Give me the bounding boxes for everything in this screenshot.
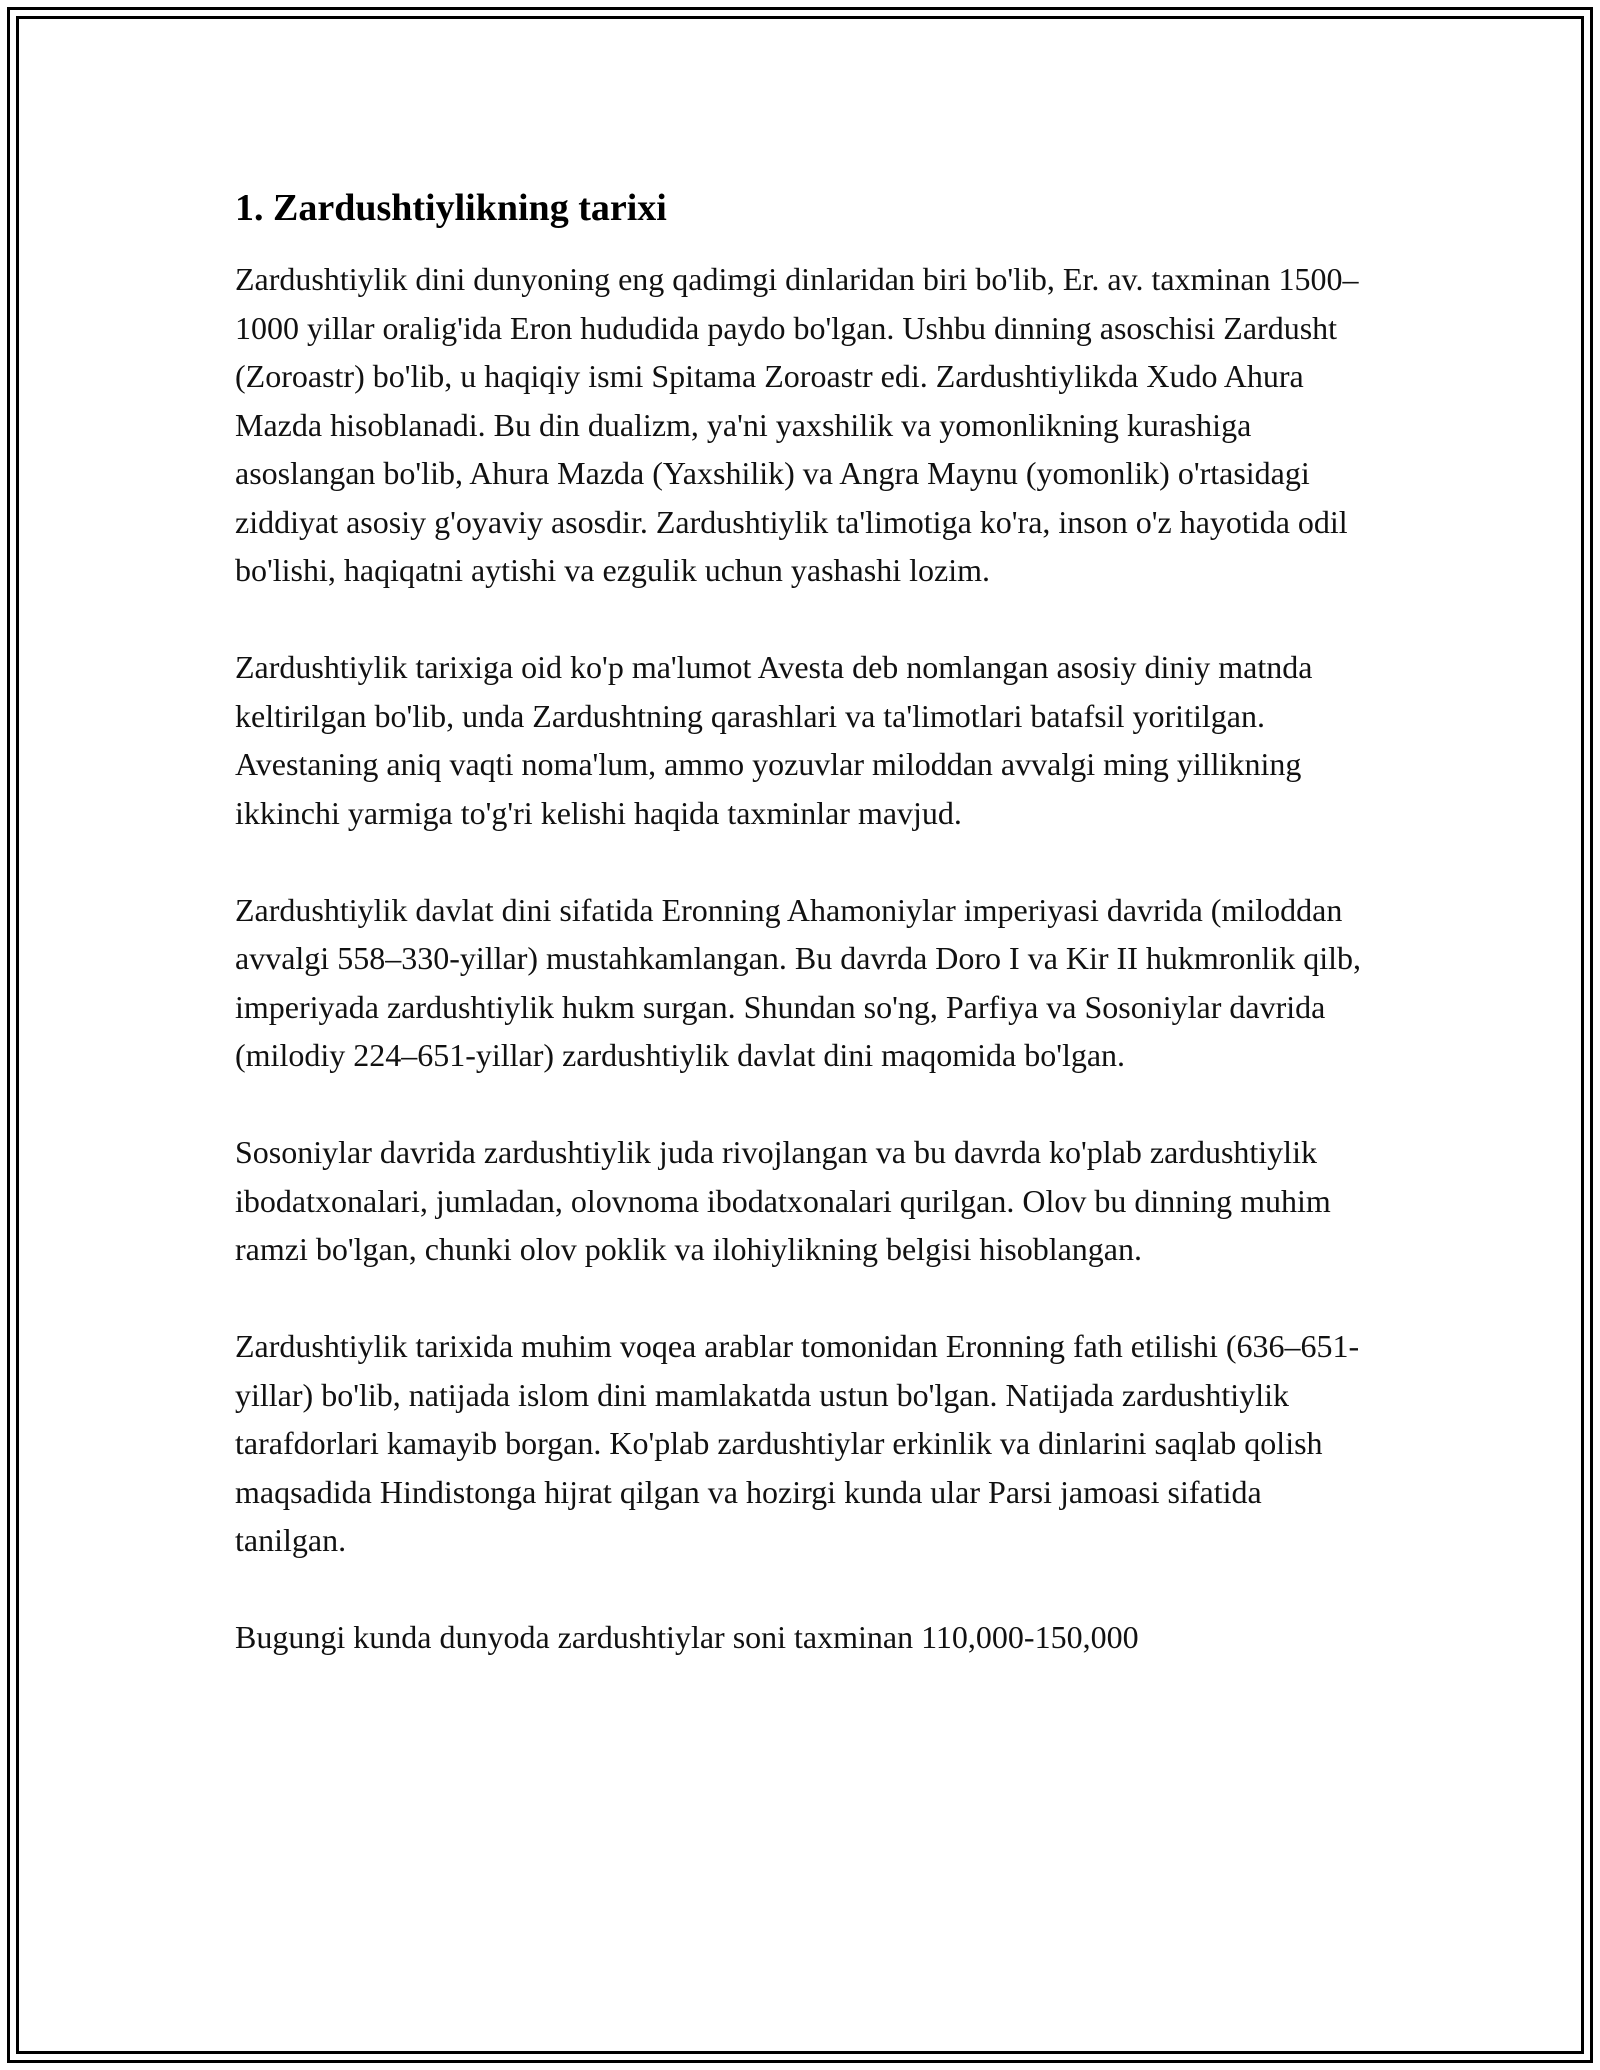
- document-body: [235, 186, 1380, 1710]
- section-heading: 1. Zardushtiylikning tarixi: [235, 187, 667, 229]
- paragraph-avesta: Zardushtiylik tarixiga oid ko'p ma'lumot Avesta deb nomlangan asosiy diniy matnda keltirilgan bo'lib, unda Zardushtning qarashlari va ta'limotlari batafsil yoritilgan. Avestaning aniq vaqti noma'lum, ammo yozuvlar miloddan avvalgi ming yillikning ikkinchi yarmiga to'g'ri kelishi haqida taxminlar mavjud.: [235, 649, 1313, 831]
- paragraph-today: Bugungi kunda dunyoda zardushtiylar soni taxminan 110,000-150,000: [235, 1619, 1139, 1655]
- paragraph-state-religion: Zardushtiylik davlat dini sifatida Eronning Ahamoniylar imperiyasi davrida (miloddan avvalgi 558–330-yillar) mustahkamlangan. Bu davrda Doro I va Kir II hukmronlik qilb, imperiyada zardushtiylik hukm surgan. Shundan so'ng, Parfiya va Sosoniylar davrida (milodiy 224–651-yillar) zardushtiylik davlat dini maqomida bo'lgan.: [235, 891, 1361, 1073]
- paragraph-sasanian: Sosoniylar davrida zardushtiylik juda rivojlangan va bu davrda ko'plab zardushtiylik ibodatxonalari, jumladan, olovnoma ibodatxonalari qurilgan. Olov bu dinning muhim ramzi bo'lgan, chunki olov poklik va ilohiylikning belgisi hisoblangan.: [235, 1134, 1331, 1267]
- paragraph-origins: Zardushtiylik dini dunyoning eng qadimgi dinlaridan biri bo'lib, Er. av. taxminan 1500–1000 yillar oralig'ida Eron hududida paydo bo'lgan. Ushbu dinning asoschisi Zardusht (Zoroastr) bo'lib, u haqiqiy ismi Spitama Zoroastr edi. Zardushtiylikda Xudo Ahura Mazda hisoblanadi. Bu din dualizm, ya'ni yaxshilik va yomonlikning kurashiga asoslangan bo'lib, Ahura Mazda (Yaxshilik) va Angra Maynu (yomonlik) o'rtasidagi ziddiyat asosiy g'oyaviy asosdir. Zardushtiylik ta'limotiga ko'ra, inson o'z hayotida odil bo'lishi, haqiqatni aytishi va ezgulik uchun yashashi lozim.: [235, 261, 1359, 588]
- paragraph-arab-conquest: Zardushtiylik tarixida muhim voqea arablar tomonidan Eronning fath etilishi (636–651-yillar) bo'lib, natijada islom dini mamlakatda ustun bo'lgan. Natijada zardushtiylik tarafdorlari kamayib borgan. Ko'plab zardushtiylar erkinlik va dinlarini saqlab qolish maqsadida Hindistonga hijrat qilgan va hozirgi kunda ular Parsi jamoasi sifatida tanilgan.: [235, 1328, 1360, 1558]
